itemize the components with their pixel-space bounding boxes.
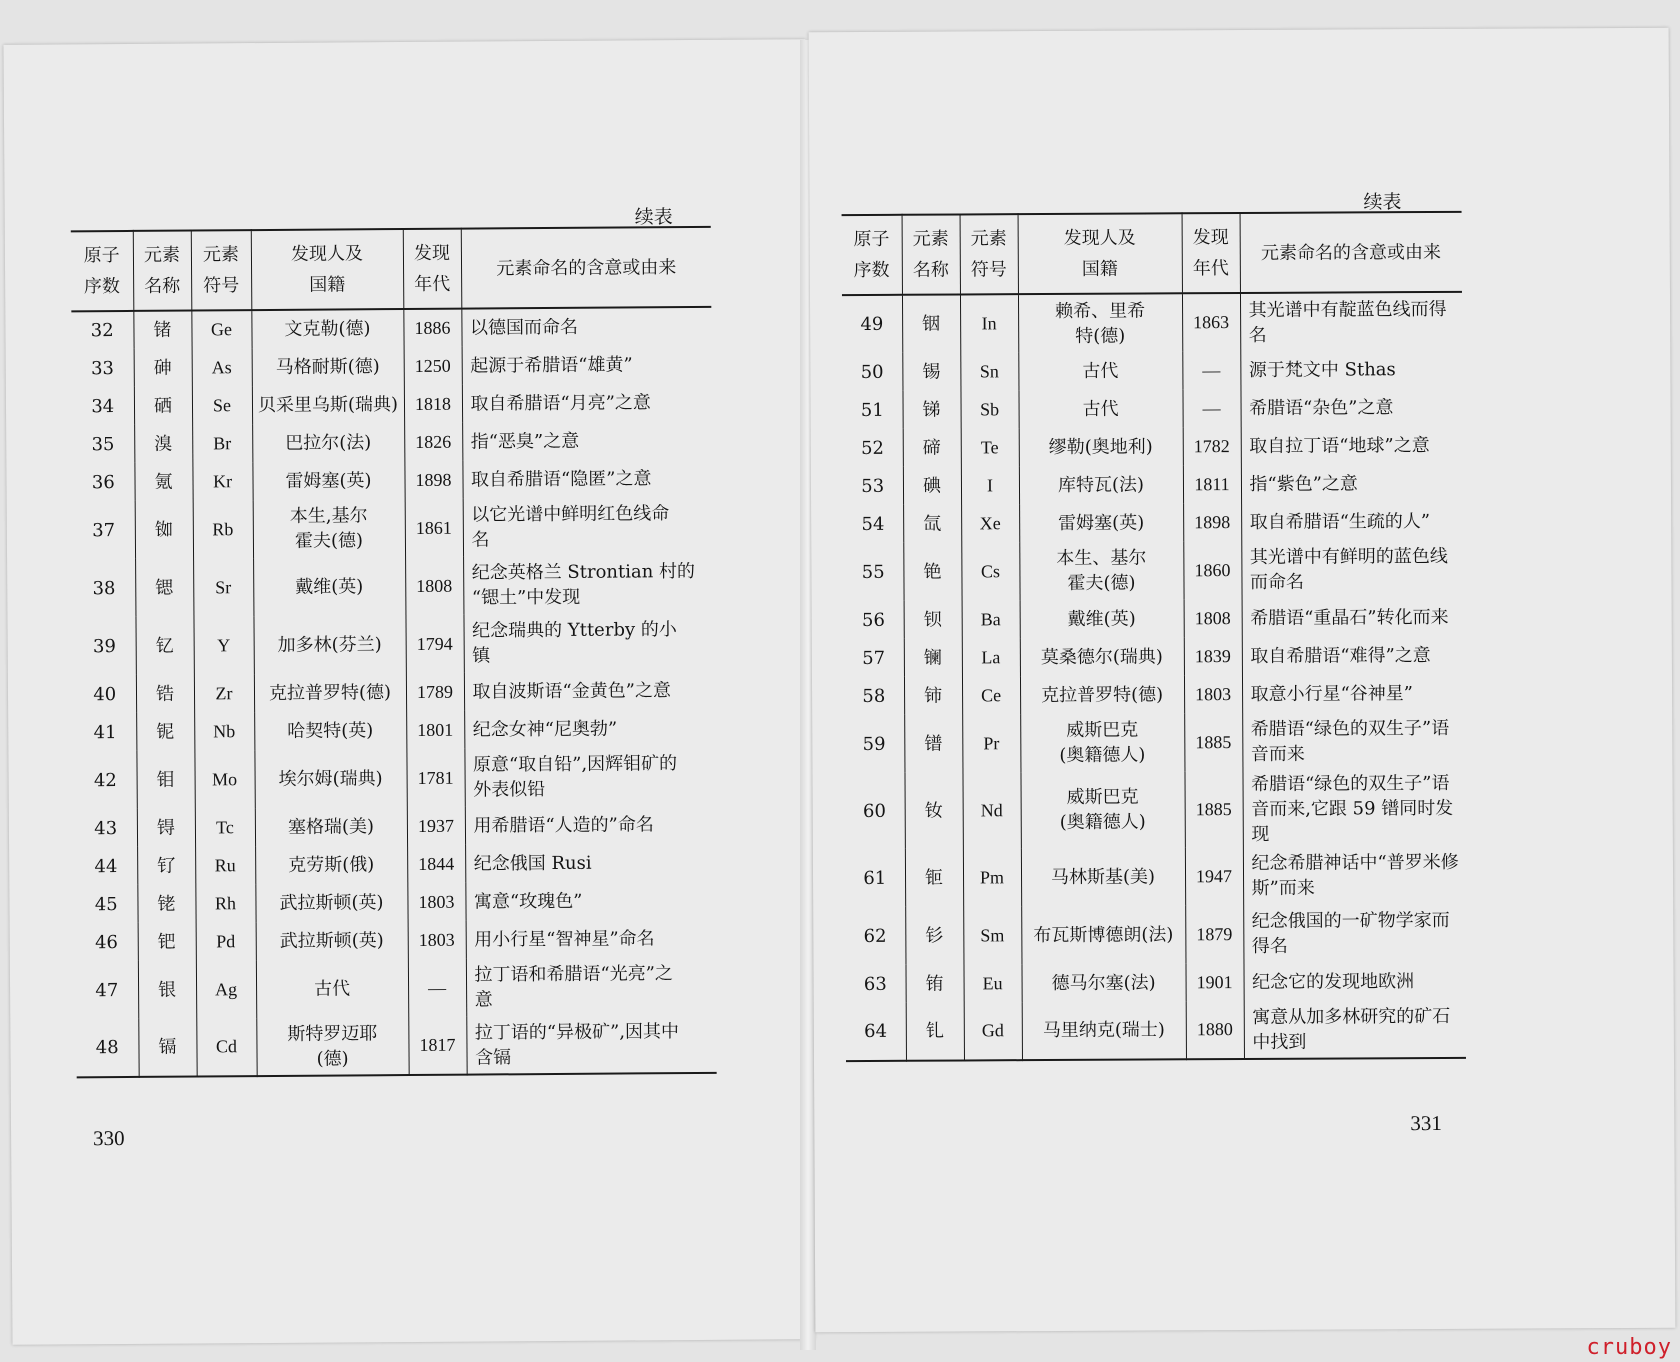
table-row bbox=[73, 497, 713, 559]
atomic-number-cell: 42 bbox=[93, 769, 117, 791]
header-element-symbol: 元素 符号 bbox=[191, 230, 252, 310]
element-name-cell: 锗 bbox=[133, 311, 191, 349]
discoverer-cell: 本生、基尔 霍夫(德) bbox=[1019, 541, 1183, 600]
header-element-symbol: 元素 符号 bbox=[960, 214, 1018, 294]
naming-meaning-cell: 纪念俄国的一矿物学家而 得名 bbox=[1243, 904, 1465, 963]
naming-meaning-cell: 希腊语“杂色”之意 bbox=[1240, 388, 1462, 427]
header-meaning: 元素命名的含意或由来 bbox=[461, 227, 712, 309]
table-row bbox=[842, 292, 1462, 353]
table-row bbox=[842, 388, 1462, 429]
element-symbol-cell: Ru bbox=[195, 846, 255, 884]
discovery-year-cell: 1885 bbox=[1184, 713, 1242, 771]
discovery-year-cell: 1937 bbox=[407, 807, 465, 845]
table-row bbox=[72, 459, 712, 501]
discoverer-cell: 库特瓦(法) bbox=[1019, 465, 1183, 504]
watermark: cruboy bbox=[1586, 1335, 1672, 1360]
element-name-cell: 铈 bbox=[904, 676, 962, 714]
atomic-number-cell: 57 bbox=[862, 647, 886, 669]
element-symbol-cell: Tc bbox=[195, 808, 255, 846]
header-element-name: 元素 名称 bbox=[133, 231, 192, 311]
header-meaning: 元素命名的含意或由来 bbox=[1240, 212, 1462, 293]
element-name-cell: 钕 bbox=[904, 772, 962, 848]
table-row bbox=[73, 555, 713, 617]
atomic-number-cell: 43 bbox=[94, 817, 118, 839]
element-symbol-cell: Sb bbox=[960, 390, 1018, 428]
element-symbol-cell: Sn bbox=[960, 352, 1018, 390]
discovery-year-cell: 1886 bbox=[403, 309, 461, 347]
element-name-cell: 氪 bbox=[134, 463, 192, 501]
atomic-number-cell: 44 bbox=[94, 855, 118, 877]
right-page bbox=[809, 28, 1676, 1332]
discovery-year-cell: 1808 bbox=[405, 557, 463, 615]
header-year: 发现 年代 bbox=[403, 229, 462, 309]
table-row bbox=[75, 881, 715, 923]
atomic-number-cell: 49 bbox=[860, 313, 884, 335]
table-row bbox=[75, 843, 715, 885]
element-name-cell: 镧 bbox=[904, 638, 962, 676]
atomic-number-cell: 35 bbox=[91, 433, 115, 455]
element-name-cell: 镨 bbox=[904, 714, 962, 772]
header-atomic-number: 原子 序数 bbox=[853, 228, 890, 282]
atomic-number-cell: 37 bbox=[92, 519, 116, 541]
continued-label: 续表 bbox=[1363, 191, 1402, 214]
naming-meaning-cell: 取意小行星“谷神星” bbox=[1242, 674, 1464, 713]
element-symbol-cell: Br bbox=[192, 424, 252, 462]
discoverer-cell: 贝采里乌斯(瑞典) bbox=[252, 385, 404, 424]
element-name-cell: 银 bbox=[138, 960, 196, 1018]
element-symbol-cell: Ce bbox=[962, 676, 1020, 714]
atomic-number-cell: 34 bbox=[91, 395, 115, 417]
discovery-year-cell: 1880 bbox=[1186, 1001, 1244, 1059]
naming-meaning-cell: 起源于希腊语“雄黄” bbox=[462, 345, 712, 385]
discoverer-cell: 缪勒(奥地利) bbox=[1019, 427, 1183, 466]
element-name-cell: 锡 bbox=[902, 352, 960, 390]
discoverer-cell: 威斯巴克 (奥籍德人) bbox=[1020, 713, 1184, 772]
table-row bbox=[72, 345, 712, 387]
naming-meaning-cell: 用希腊语“人造的”命名 bbox=[465, 805, 715, 845]
element-symbol-cell: I bbox=[961, 466, 1019, 504]
element-symbol-cell: Ba bbox=[962, 600, 1020, 638]
header-discoverer: 发现人及 国籍 bbox=[1018, 213, 1182, 294]
discovery-year-cell: 1803 bbox=[407, 883, 465, 921]
discovery-year-cell: — bbox=[408, 959, 466, 1017]
element-symbol-cell: Kr bbox=[192, 462, 252, 500]
element-name-cell: 砷 bbox=[134, 349, 192, 387]
naming-meaning-cell: 指“紫色”之意 bbox=[1241, 464, 1463, 503]
element-name-cell: 钼 bbox=[136, 750, 194, 808]
discoverer-cell: 加多林(芬兰) bbox=[253, 615, 405, 674]
atomic-number-cell: 54 bbox=[861, 513, 885, 535]
atomic-number-cell: 55 bbox=[861, 561, 885, 583]
discovery-year-cell: 1803 bbox=[408, 921, 466, 959]
table-row bbox=[846, 1000, 1466, 1061]
naming-meaning-cell: 取自波斯语“金黄色”之意 bbox=[464, 671, 714, 711]
discovery-year-cell: 1879 bbox=[1185, 905, 1243, 963]
element-name-cell: 钷 bbox=[905, 848, 963, 906]
element-symbol-cell: Y bbox=[193, 616, 253, 674]
naming-meaning-cell: 其光谱中有鲜明的蓝色线 而命名 bbox=[1241, 540, 1463, 599]
atomic-number-cell: 46 bbox=[94, 931, 119, 953]
naming-meaning-cell: 寓意从加多林研究的矿石 中找到 bbox=[1244, 1000, 1466, 1059]
naming-meaning-cell: 取自希腊语“月亮”之意 bbox=[462, 383, 712, 423]
naming-meaning-cell: 以德国而命名 bbox=[461, 307, 711, 347]
atomic-number-cell: 58 bbox=[862, 685, 886, 707]
discoverer-cell: 莫桑德尔(瑞典) bbox=[1020, 637, 1184, 676]
naming-meaning-cell: 希腊语“绿色的双生子”语 音而来,它跟 59 镨同时发 现 bbox=[1242, 770, 1464, 847]
element-symbol-cell: Pd bbox=[196, 922, 256, 960]
element-name-cell: 碘 bbox=[903, 466, 961, 504]
element-name-cell: 铌 bbox=[136, 713, 194, 751]
atomic-number-cell: 36 bbox=[91, 471, 115, 493]
element-table-left bbox=[71, 226, 717, 1078]
element-symbol-cell: Mo bbox=[194, 750, 254, 808]
discoverer-cell: 马林斯基(美) bbox=[1021, 847, 1185, 906]
page-number: 330 bbox=[93, 1125, 125, 1151]
naming-meaning-cell: 寓意“玫瑰色” bbox=[465, 881, 715, 921]
discoverer-cell: 马格耐斯(德) bbox=[252, 347, 404, 386]
naming-meaning-cell: 纪念女神“尼奥勃” bbox=[464, 709, 714, 749]
atomic-number-cell: 59 bbox=[862, 733, 886, 755]
atomic-number-cell: 33 bbox=[90, 357, 115, 379]
discovery-year-cell: 1861 bbox=[405, 499, 463, 557]
atomic-number-cell: 60 bbox=[862, 800, 886, 822]
table-row bbox=[843, 502, 1463, 543]
discovery-year-cell: 1898 bbox=[1183, 503, 1241, 541]
atomic-number-cell: 38 bbox=[92, 577, 116, 599]
discovery-year-cell: 1808 bbox=[1184, 599, 1242, 637]
element-symbol-cell: Pm bbox=[963, 848, 1021, 906]
discovery-year-cell: 1898 bbox=[404, 461, 462, 499]
element-symbol-cell: Rh bbox=[195, 884, 255, 922]
table-row bbox=[76, 957, 716, 1019]
element-name-cell: 锑 bbox=[902, 390, 960, 428]
table-row bbox=[843, 540, 1463, 601]
naming-meaning-cell: 源于梵文中 Sthas bbox=[1240, 350, 1462, 389]
naming-meaning-cell: 以它光谱中鲜明红色线命 名 bbox=[463, 497, 713, 557]
discoverer-cell: 巴拉尔(法) bbox=[252, 423, 404, 462]
discovery-year-cell: 1794 bbox=[405, 615, 463, 673]
table-row bbox=[843, 464, 1463, 505]
atomic-number-cell: 52 bbox=[861, 437, 885, 459]
element-name-cell: 硒 bbox=[134, 387, 192, 425]
discovery-year-cell: 1250 bbox=[404, 347, 462, 385]
discoverer-cell: 德马尔塞(法) bbox=[1021, 963, 1185, 1002]
naming-meaning-cell: 纪念希腊神话中“普罗米修 斯”而来 bbox=[1243, 846, 1465, 905]
discovery-year-cell: 1826 bbox=[404, 423, 462, 461]
element-name-cell: 钆 bbox=[906, 1002, 964, 1060]
discoverer-cell: 埃尔姆(瑞典) bbox=[254, 749, 406, 808]
element-symbol-cell: Cs bbox=[961, 542, 1019, 600]
table-row bbox=[842, 350, 1462, 391]
discovery-year-cell: 1844 bbox=[407, 845, 465, 883]
discovery-year-cell: 1901 bbox=[1185, 963, 1243, 1001]
table-row bbox=[845, 904, 1465, 965]
element-name-cell: 铑 bbox=[137, 884, 195, 922]
table-row bbox=[844, 770, 1464, 849]
table-row bbox=[844, 712, 1464, 773]
element-name-cell: 钡 bbox=[904, 600, 962, 638]
element-symbol-cell: Ge bbox=[191, 310, 251, 348]
table-row bbox=[74, 747, 714, 809]
header-year: 发现 年代 bbox=[1182, 213, 1240, 293]
atomic-number-cell: 64 bbox=[864, 1020, 888, 1042]
discovery-year-cell: 1947 bbox=[1185, 847, 1243, 905]
table-row bbox=[74, 709, 714, 751]
element-symbol-cell: Pr bbox=[962, 714, 1020, 772]
element-name-cell: 钌 bbox=[137, 846, 195, 884]
table-row bbox=[845, 962, 1465, 1003]
element-symbol-cell: Nd bbox=[962, 772, 1020, 848]
header-discoverer: 发现人及 国籍 bbox=[251, 229, 404, 310]
discoverer-cell: 斯特罗迈耶 (德) bbox=[256, 1017, 408, 1076]
element-name-cell: 锆 bbox=[136, 675, 194, 713]
discoverer-cell: 布瓦斯博德朗(法) bbox=[1021, 905, 1185, 964]
discoverer-cell: 马里纳克(瑞士) bbox=[1022, 1001, 1186, 1060]
atomic-number-cell: 50 bbox=[860, 361, 884, 383]
naming-meaning-cell: 其光谱中有靛蓝色线而得 名 bbox=[1240, 292, 1462, 351]
naming-meaning-cell: 希腊语“重晶石”转化而来 bbox=[1242, 598, 1464, 637]
discovery-year-cell: 1860 bbox=[1183, 541, 1241, 599]
atomic-number-cell: 51 bbox=[860, 399, 884, 421]
element-symbol-cell: Zr bbox=[194, 674, 254, 712]
atomic-number-cell: 45 bbox=[94, 893, 118, 915]
atomic-number-cell: 61 bbox=[863, 867, 887, 889]
table-row bbox=[72, 383, 712, 425]
discoverer-cell: 武拉斯顿(英) bbox=[256, 921, 408, 960]
element-symbol-cell: Sr bbox=[193, 558, 253, 616]
naming-meaning-cell: 取自希腊语“隐匿”之意 bbox=[462, 459, 712, 499]
naming-meaning-cell: 希腊语“绿色的双生子”语 音而来 bbox=[1242, 712, 1464, 771]
element-symbol-cell: Xe bbox=[961, 504, 1019, 542]
discovery-year-cell: 1801 bbox=[406, 711, 464, 749]
element-symbol-cell: Sm bbox=[963, 906, 1021, 964]
atomic-number-cell: 41 bbox=[93, 721, 117, 743]
atomic-number-cell: 63 bbox=[863, 973, 887, 995]
element-symbol-cell: Se bbox=[192, 386, 252, 424]
discoverer-cell: 戴维(英) bbox=[1020, 599, 1184, 638]
table-row bbox=[73, 613, 713, 675]
discoverer-cell: 塞格瑞(美) bbox=[255, 807, 407, 846]
header-element-name: 元素 名称 bbox=[902, 214, 960, 294]
table-row bbox=[75, 805, 715, 847]
discovery-year-cell: 1817 bbox=[408, 1017, 466, 1075]
discovery-year-cell: — bbox=[1182, 351, 1240, 389]
naming-meaning-cell: 纪念英格兰 Strontian 村的 “锶土”中发现 bbox=[463, 555, 713, 615]
atomic-number-cell: 62 bbox=[863, 925, 887, 947]
atomic-number-cell: 47 bbox=[95, 979, 119, 1001]
element-name-cell: 铕 bbox=[905, 964, 963, 1002]
table-row bbox=[72, 421, 712, 463]
atomic-number-cell: 40 bbox=[93, 683, 117, 705]
element-table-right bbox=[842, 211, 1466, 1062]
discoverer-cell: 武拉斯顿(英) bbox=[255, 883, 407, 922]
element-symbol-cell: In bbox=[960, 294, 1018, 352]
naming-meaning-cell: 原意“取自铅”,因辉钼矿的 外表似铅 bbox=[464, 747, 714, 807]
naming-meaning-cell: 指“恶臭”之意 bbox=[462, 421, 712, 461]
element-symbol-cell: La bbox=[962, 638, 1020, 676]
discovery-year-cell: 1885 bbox=[1184, 771, 1242, 847]
naming-meaning-cell: 取自希腊语“生疏的人” bbox=[1241, 502, 1463, 541]
element-symbol-cell: Ag bbox=[196, 960, 256, 1018]
element-name-cell: 锝 bbox=[137, 808, 195, 846]
element-symbol-cell: As bbox=[192, 348, 252, 386]
discovery-year-cell: 1789 bbox=[406, 673, 464, 711]
atomic-number-cell: 48 bbox=[95, 1037, 119, 1059]
discoverer-cell: 赖希、里希 特(德) bbox=[1018, 293, 1182, 352]
element-symbol-cell: Cd bbox=[196, 1018, 256, 1076]
element-name-cell: 铟 bbox=[902, 294, 960, 352]
discoverer-cell: 戴维(英) bbox=[253, 557, 405, 616]
discoverer-cell: 克拉普罗特(德) bbox=[1020, 675, 1184, 714]
table-row bbox=[844, 674, 1464, 715]
discoverer-cell: 雷姆塞(英) bbox=[1019, 503, 1183, 542]
discovery-year-cell: 1839 bbox=[1184, 637, 1242, 675]
element-name-cell: 钯 bbox=[138, 922, 196, 960]
element-symbol-cell: Rb bbox=[193, 500, 253, 558]
element-name-cell: 溴 bbox=[134, 425, 192, 463]
table-row bbox=[845, 846, 1465, 907]
naming-meaning-cell: 用小行星“智神星”命名 bbox=[466, 919, 716, 959]
discovery-year-cell: 1863 bbox=[1182, 293, 1240, 351]
element-symbol-cell: Nb bbox=[194, 712, 254, 750]
discovery-year-cell: — bbox=[1182, 389, 1240, 427]
discovery-year-cell: 1811 bbox=[1183, 465, 1241, 503]
discoverer-cell: 威斯巴克 (奥籍德人) bbox=[1020, 771, 1184, 848]
table-row bbox=[76, 1015, 716, 1077]
page-number: 331 bbox=[1410, 1110, 1442, 1136]
discoverer-cell: 雷姆塞(英) bbox=[252, 461, 404, 500]
naming-meaning-cell: 纪念它的发现地欧洲 bbox=[1243, 962, 1465, 1001]
element-name-cell: 铯 bbox=[903, 542, 961, 600]
table-row bbox=[74, 671, 714, 713]
naming-meaning-cell: 取自希腊语“难得”之意 bbox=[1242, 636, 1464, 675]
atomic-number-cell: 53 bbox=[861, 475, 885, 497]
table-header-row bbox=[842, 212, 1462, 295]
element-name-cell: 钇 bbox=[135, 617, 193, 675]
discovery-year-cell: 1818 bbox=[404, 385, 462, 423]
header-atomic-number: 原子 序数 bbox=[83, 245, 120, 298]
table-row bbox=[76, 919, 716, 961]
naming-meaning-cell: 取自拉丁语“地球”之意 bbox=[1241, 426, 1463, 465]
element-name-cell: 钐 bbox=[905, 906, 963, 964]
discovery-year-cell: 1803 bbox=[1184, 675, 1242, 713]
table-row bbox=[843, 426, 1463, 467]
element-name-cell: 镉 bbox=[138, 1018, 196, 1076]
discoverer-cell: 克劳斯(俄) bbox=[255, 845, 407, 884]
table-row bbox=[71, 307, 711, 349]
element-symbol-cell: Eu bbox=[963, 964, 1021, 1002]
naming-meaning-cell: 拉丁语和希腊语“光亮”之 意 bbox=[466, 957, 716, 1017]
continued-label: 续表 bbox=[634, 206, 673, 229]
discovery-year-cell: 1781 bbox=[406, 749, 464, 807]
element-name-cell: 铷 bbox=[135, 501, 193, 559]
atomic-number-cell: 32 bbox=[90, 320, 114, 342]
naming-meaning-cell: 拉丁语的“异极矿”,因其中 含镉 bbox=[466, 1015, 716, 1075]
discoverer-cell: 古代 bbox=[1018, 389, 1182, 428]
atomic-number-cell: 39 bbox=[92, 635, 116, 657]
discoverer-cell: 克拉普罗特(德) bbox=[254, 673, 406, 712]
discovery-year-cell: 1782 bbox=[1183, 427, 1241, 465]
element-symbol-cell: Te bbox=[961, 428, 1019, 466]
left-page bbox=[3, 39, 814, 1345]
element-name-cell: 氙 bbox=[903, 504, 961, 542]
naming-meaning-cell: 纪念瑞典的 Ytterby 的小 镇 bbox=[463, 613, 713, 673]
table-header-row bbox=[71, 227, 712, 311]
table-row bbox=[844, 636, 1464, 677]
element-name-cell: 锶 bbox=[135, 559, 193, 617]
element-name-cell: 碲 bbox=[903, 428, 961, 466]
discoverer-cell: 古代 bbox=[256, 959, 408, 1018]
atomic-number-cell: 56 bbox=[861, 609, 885, 631]
discoverer-cell: 文克勒(德) bbox=[251, 309, 403, 348]
discoverer-cell: 本生,基尔 霍夫(德) bbox=[253, 499, 405, 558]
naming-meaning-cell: 纪念俄国 Rusi bbox=[465, 843, 715, 883]
discoverer-cell: 古代 bbox=[1018, 351, 1182, 390]
table-row bbox=[844, 598, 1464, 639]
discoverer-cell: 哈契特(英) bbox=[254, 711, 406, 750]
element-symbol-cell: Gd bbox=[964, 1002, 1022, 1060]
